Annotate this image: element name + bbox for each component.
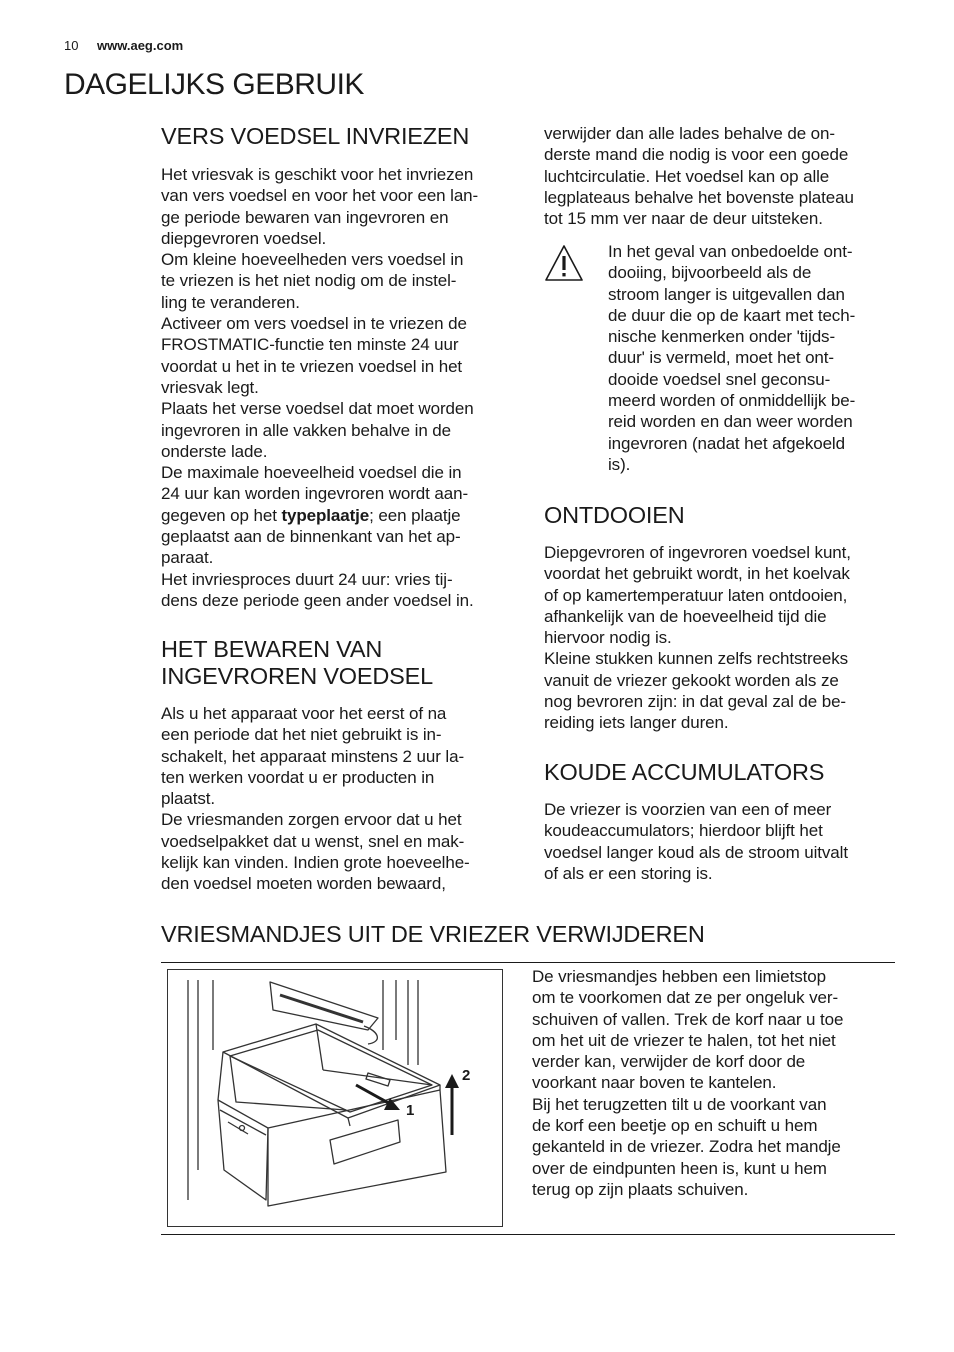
section-text-ontdooien: Diepgevroren of ingevroren voedsel kunt, voordat het gebruikt wordt, in het koelvak of op kamertemperatuur laten ontdooien, afhankelijk van de hoeveelheid tijd die hiervoor nodig is. Kleine stukken kunnen zelfs rechtstreeks vanuit de vriezer gekookt worden als ze nog bevroren zijn: in dat geval zal de be- reiding iets langer duren. <box>544 543 851 733</box>
section-text-koude-accumulators: De vriezer is voorzien van een of meer koudeaccumulators; hierdoor blijft het voedsel langer koud als de stroom uitvalt of als er een storing is. <box>544 800 848 883</box>
section-heading-vriesmandjes: VRIESMANDJES UIT DE VRIEZER VERWIJDEREN <box>161 921 705 947</box>
divider-bottom <box>161 1234 895 1235</box>
freezer-basket-illustration <box>167 969 503 1227</box>
section-text-bewaren-continued: verwijder dan alle lades behalve de on- derste mand die nodig is voor een goede luchtcirculatie. Het voedsel kan op alle legplateaus behalve het bovenste plateau tot 15 mm ver naar de deur uitsteken. <box>544 124 854 229</box>
warning-triangle-icon <box>544 244 584 282</box>
typeplaatje-bold: typeplaatje <box>281 505 370 525</box>
page-title: DAGELIJKS GEBRUIK <box>64 68 364 101</box>
basket-drawing <box>168 970 502 1226</box>
section-text-bewaren: Als u het apparaat voor het eerst of na een periode dat het niet gebruikt is in- schakelt, het apparaat minstens 2 uur la- ten werken voordat u er producten in plaatst. De vriesmanden zorgen ervoor dat u het voedselpakket dat u wenst, snel en mak- kelijk kan vinden. Indien grote hoeveelhe- den voedsel moeten worden bewaard, <box>161 704 470 894</box>
text-part: Het vriesvak is geschikt voor het invriezen van vers voedsel en voor het voor een lan- ge periode bewaren van ingevroren en diepgevroren voedsel. Om kleine hoeveelheden vers voedsel in te vriezen is het niet nodig om de instel- ling te veranderen. Activeer om vers voedsel in te vriezen de FROSTMATIC-functie ten minste 24 uur voordat u het in te vriezen voedsel in het vriesvak legt. Plaats het verse voedsel dat moet worden ingevroren in alle vakken behalve in de onderste lade. De maximale hoeveelheid voedsel die in 24 uur kan worden ingevroren wordt aan- gegeven op het <box>161 165 479 525</box>
figure-label-1: 1 <box>406 1102 415 1119</box>
website-url: www.aeg.com <box>97 38 184 53</box>
section-heading-bewaren <box>161 636 433 690</box>
heading-line: HET BEWAREN VAN <box>161 636 383 662</box>
section-heading-ontdooien: ONTDOOIEN <box>544 502 685 528</box>
section-heading-koude-accumulators: KOUDE ACCUMULATORS <box>544 759 825 785</box>
section-heading-vers-voedsel: VERS VOEDSEL INVRIEZEN <box>161 123 470 149</box>
text-part: ; een plaatje geplaatst aan de binnenkant van het ap- paraat. Het invriesproces duurt 24 uur: vries tij- dens deze periode geen ander voedsel in. <box>161 505 474 610</box>
page-number: 10 <box>64 38 79 53</box>
heading-line: INGEVROREN VOEDSEL <box>161 663 433 689</box>
section-text-vriesmandjes: De vriesmandjes hebben een limietstop om te voorkomen dat ze per ongeluk ver- schuiven of vallen. Trek de korf naar u toe om het uit de vriezer te halen, tot het niet verder kan, verwijder de korf door de voorkant naar boven te kantelen. Bij het terugzetten tilt u de voorkant van de korf een beetje op en schuift u hem gekanteld in de vriezer. Zodra het mandje over de eindpunten heen is, kunt u hem terug op zijn plaats schuiven. <box>532 967 844 1199</box>
warning-text: In het geval van onbedoelde ont- dooiing, bijvoorbeeld als de stroom langer is uitgevallen dan de duur die op de kaart met tech- nische kenmerken onder 'tijds- duur' is vermeld, moet het ont- dooide voedsel snel geconsu- meerd worden of onmiddellijk be- reid worden en dan weer worden ingevroren (nadat het afgekoeld is). <box>608 242 856 474</box>
divider-top <box>161 962 895 963</box>
section-text-vers-voedsel <box>161 164 521 611</box>
figure-label-2: 2 <box>462 1067 471 1084</box>
